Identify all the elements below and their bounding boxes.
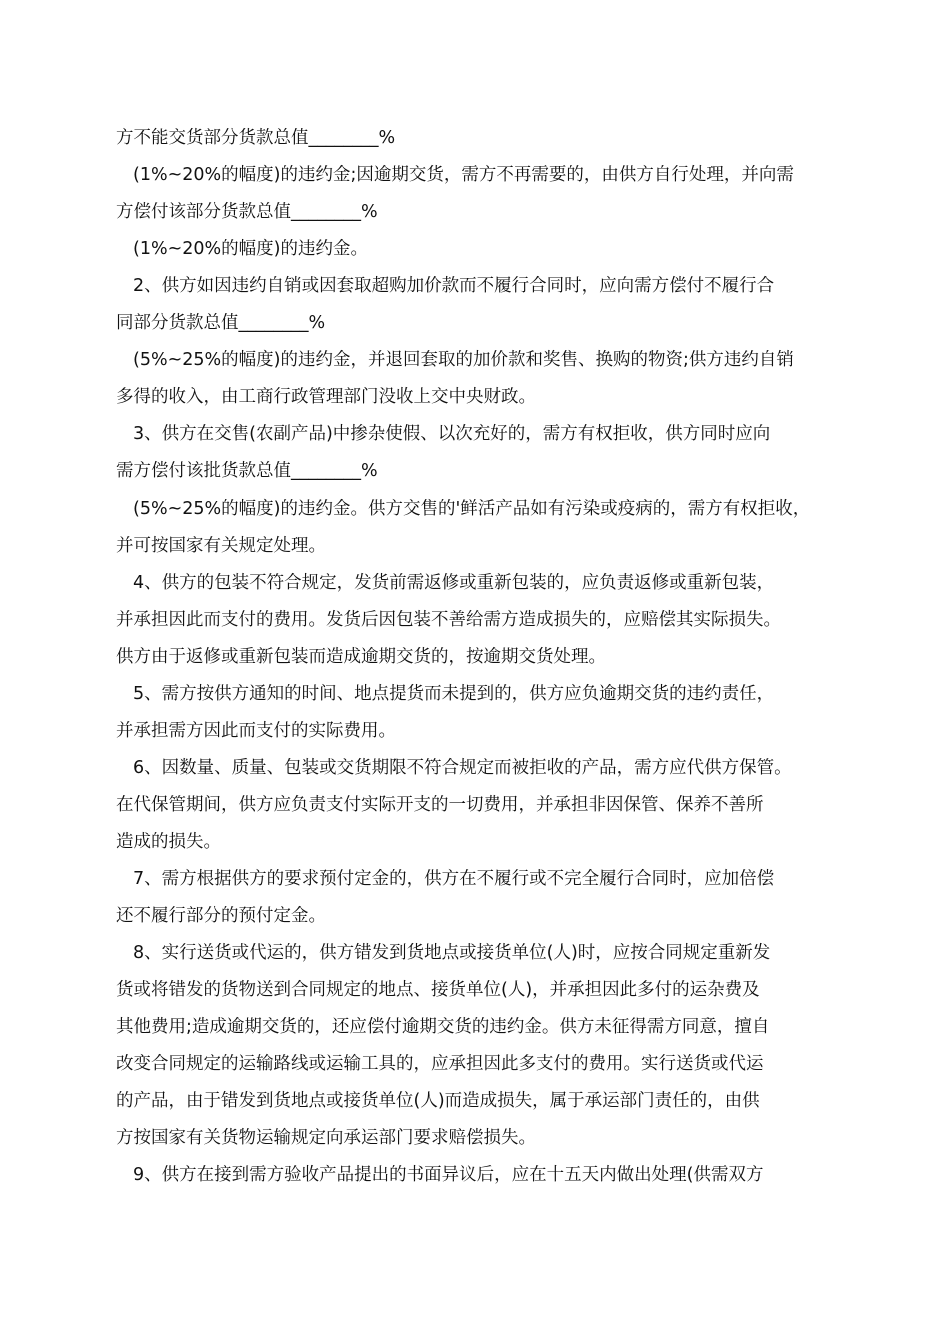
text-line: 还不履行部分的预付定金。 <box>116 906 326 926</box>
text-line: 供方由于返修或重新包装而造成逾期交货的，按逾期交货处理。 <box>116 647 606 667</box>
text-line: 7、需方根据供方的要求预付定金的，供方在不履行或不完全履行合同时，应加倍偿 <box>133 869 775 889</box>
text-line: 3、供方在交售(农副产品)中掺杂使假、以次充好的，需方有权拒收，供方同时应向 <box>133 424 771 444</box>
text-line: 改变合同规定的运输路线或运输工具的，应承担因此多支付的费用。实行送货或代运 <box>116 1054 764 1074</box>
text-line: 并承担因此而支付的费用。发货后因包装不善给需方造成损失的，应赔偿其实际损失。 <box>116 610 781 630</box>
text-line: 并可按国家有关规定处理。 <box>116 536 326 556</box>
text-line: 在代保管期间，供方应负责支付实际开支的一切费用，并承担非因保管、保养不善所 <box>116 795 764 815</box>
text-line: 其他费用;造成逾期交货的，还应偿付逾期交货的违约金。供方未征得需方同意，擅自 <box>116 1017 770 1037</box>
text-line: 8、实行送货或代运的，供方错发到货地点或接货单位(人)时，应按合同规定重新发 <box>133 943 771 963</box>
text-line: 2、供方如因违约自销或因套取超购加价款而不履行合同时，应向需方偿付不履行合 <box>133 276 775 296</box>
text-line: 并承担需方因此而支付的实际费用。 <box>116 721 396 741</box>
text-line: 5、需方按供方通知的时间、地点提货而未提到的，供方应负逾期交货的违约责任， <box>133 684 775 704</box>
text-line: (1%~20%的幅度)的违约金;因逾期交货，需方不再需要的，由供方自行处理，并向需 <box>133 165 794 185</box>
text-line: (1%~20%的幅度)的违约金。 <box>133 239 368 259</box>
text-line: 需方偿付该批货款总值________% <box>116 461 378 481</box>
text-line: 方按国家有关货物运输规定向承运部门要求赔偿损失。 <box>116 1128 536 1148</box>
text-line: 造成的损失。 <box>116 832 221 852</box>
text-line: 同部分货款总值________% <box>116 313 326 333</box>
text-line: (5%~25%的幅度)的违约金。供方交售的'鲜活产品如有污染或疫病的，需方有权拒收， <box>133 499 811 519</box>
text-line: 6、因数量、质量、包装或交货期限不符合规定而被拒收的产品，需方应代供方保管。 <box>133 758 792 778</box>
text-line: 方不能交货部分货款总值________% <box>116 128 396 148</box>
text-line: 4、供方的包装不符合规定，发货前需返修或重新包装的，应负责返修或重新包装， <box>133 573 775 593</box>
text-line: 货或将错发的货物送到合同规定的地点、接货单位(人)，并承担因此多付的运杂费及 <box>116 980 760 1000</box>
text-line: 多得的收入，由工商行政管理部门没收上交中央财政。 <box>116 387 536 407</box>
text-line: 的产品，由于错发到货地点或接货单位(人)而造成损失，属于承运部门责任的，由供 <box>116 1091 760 1111</box>
text-line: 9、供方在接到需方验收产品提出的书面异议后，应在十五天内做出处理(供需双方 <box>133 1165 764 1185</box>
text-line: 方偿付该部分货款总值________% <box>116 202 378 222</box>
text-line: (5%~25%的幅度)的违约金，并退回套取的加价款和奖售、换购的物资;供方违约自销 <box>133 350 794 370</box>
